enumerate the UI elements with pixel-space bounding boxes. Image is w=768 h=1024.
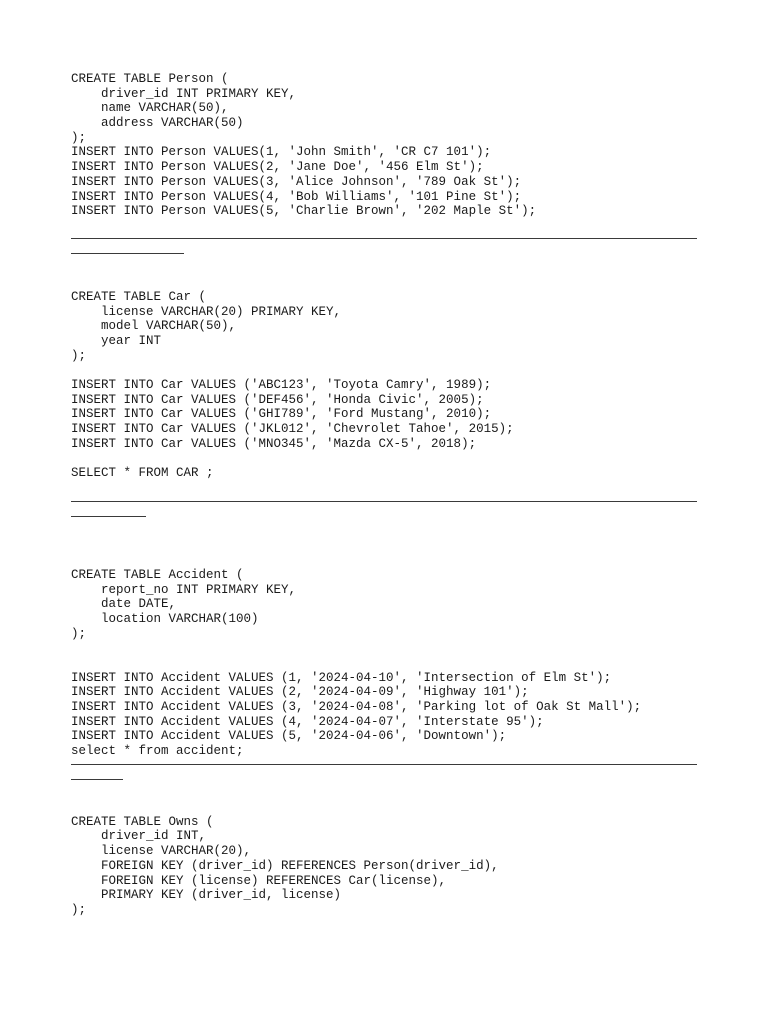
code-line: FOREIGN KEY (driver_id) REFERENCES Person(driver_id), bbox=[71, 858, 499, 873]
code-line: PRIMARY KEY (driver_id, license) bbox=[71, 888, 342, 903]
code-line: report_no INT PRIMARY KEY, bbox=[71, 582, 297, 597]
code-line: INSERT INTO Person VALUES(5, 'Charlie Brown', '202 Maple St'); bbox=[71, 204, 537, 219]
code-line: name VARCHAR(50), bbox=[71, 101, 229, 116]
code-line bbox=[71, 451, 699, 466]
code-line: driver_id INT PRIMARY KEY, bbox=[71, 86, 297, 101]
spacer bbox=[71, 780, 699, 815]
code-line: driver_id INT, bbox=[71, 829, 207, 844]
spacer bbox=[71, 254, 699, 290]
sql-block-person bbox=[71, 72, 699, 219]
code-line: INSERT INTO Car VALUES ('GHI789', 'Ford Mustang', 2010); bbox=[71, 407, 492, 422]
code-line: INSERT INTO Accident VALUES (1, '2024-04-10', 'Intersection of Elm St'); bbox=[71, 670, 612, 685]
code-line: model VARCHAR(50), bbox=[71, 319, 237, 334]
code-line: license VARCHAR(20), bbox=[71, 844, 252, 859]
section-divider bbox=[71, 238, 697, 239]
code-line: location VARCHAR(100) bbox=[71, 611, 259, 626]
section-divider bbox=[71, 764, 697, 765]
document-page bbox=[71, 72, 699, 918]
spacer bbox=[71, 517, 699, 568]
sql-block-car bbox=[71, 290, 699, 481]
code-line: SELECT * FROM CAR ; bbox=[71, 466, 214, 481]
code-line: select * from accident; bbox=[71, 744, 244, 759]
code-line bbox=[71, 641, 699, 656]
sql-block-accident bbox=[71, 568, 699, 759]
code-line: ); bbox=[71, 626, 87, 641]
code-line: INSERT INTO Accident VALUES (4, '2024-04-07', 'Interstate 95'); bbox=[71, 714, 544, 729]
code-line: INSERT INTO Accident VALUES (2, '2024-04-09', 'Highway 101'); bbox=[71, 685, 529, 700]
sql-block-owns bbox=[71, 815, 699, 918]
code-line: CREATE TABLE Person ( bbox=[71, 72, 229, 86]
code-line: INSERT INTO Car VALUES ('MNO345', 'Mazda CX-5', 2018); bbox=[71, 436, 477, 451]
code-line: FOREIGN KEY (license) REFERENCES Car(license), bbox=[71, 873, 447, 888]
code-line: INSERT INTO Accident VALUES (5, '2024-04-06', 'Downtown'); bbox=[71, 729, 507, 744]
code-line bbox=[71, 656, 699, 671]
code-line: INSERT INTO Person VALUES(3, 'Alice Johnson', '789 Oak St'); bbox=[71, 174, 522, 189]
code-line: INSERT INTO Car VALUES ('ABC123', 'Toyota Camry', 1989); bbox=[71, 378, 492, 392]
code-line: INSERT INTO Accident VALUES (3, '2024-04-08', 'Parking lot of Oak St Mall'); bbox=[71, 700, 642, 714]
code-line: ); bbox=[71, 348, 87, 363]
code-line: INSERT INTO Person VALUES(2, 'Jane Doe', '456 Elm St'); bbox=[71, 160, 484, 175]
code-line: CREATE TABLE Car ( bbox=[71, 289, 207, 304]
code-line: CREATE TABLE Owns ( bbox=[71, 814, 214, 829]
code-line: INSERT INTO Car VALUES ('JKL012', 'Chevrolet Tahoe', 2015); bbox=[71, 422, 514, 437]
code-line: address VARCHAR(50) bbox=[71, 116, 244, 131]
code-line: INSERT INTO Car VALUES ('DEF456', 'Honda Civic', 2005); bbox=[71, 392, 484, 407]
section-divider bbox=[71, 501, 697, 502]
code-line: INSERT INTO Person VALUES(1, 'John Smith', 'CR C7 101'); bbox=[71, 145, 492, 160]
code-line: INSERT INTO Person VALUES(4, 'Bob Williams', '101 Pine St'); bbox=[71, 189, 522, 204]
code-line: date DATE, bbox=[71, 597, 177, 612]
code-line: ); bbox=[71, 902, 87, 917]
code-line: license VARCHAR(20) PRIMARY KEY, bbox=[71, 304, 342, 319]
code-line: CREATE TABLE Accident ( bbox=[71, 567, 244, 582]
code-line: year INT bbox=[71, 333, 162, 348]
code-line bbox=[71, 363, 699, 378]
code-line: ); bbox=[71, 130, 87, 145]
